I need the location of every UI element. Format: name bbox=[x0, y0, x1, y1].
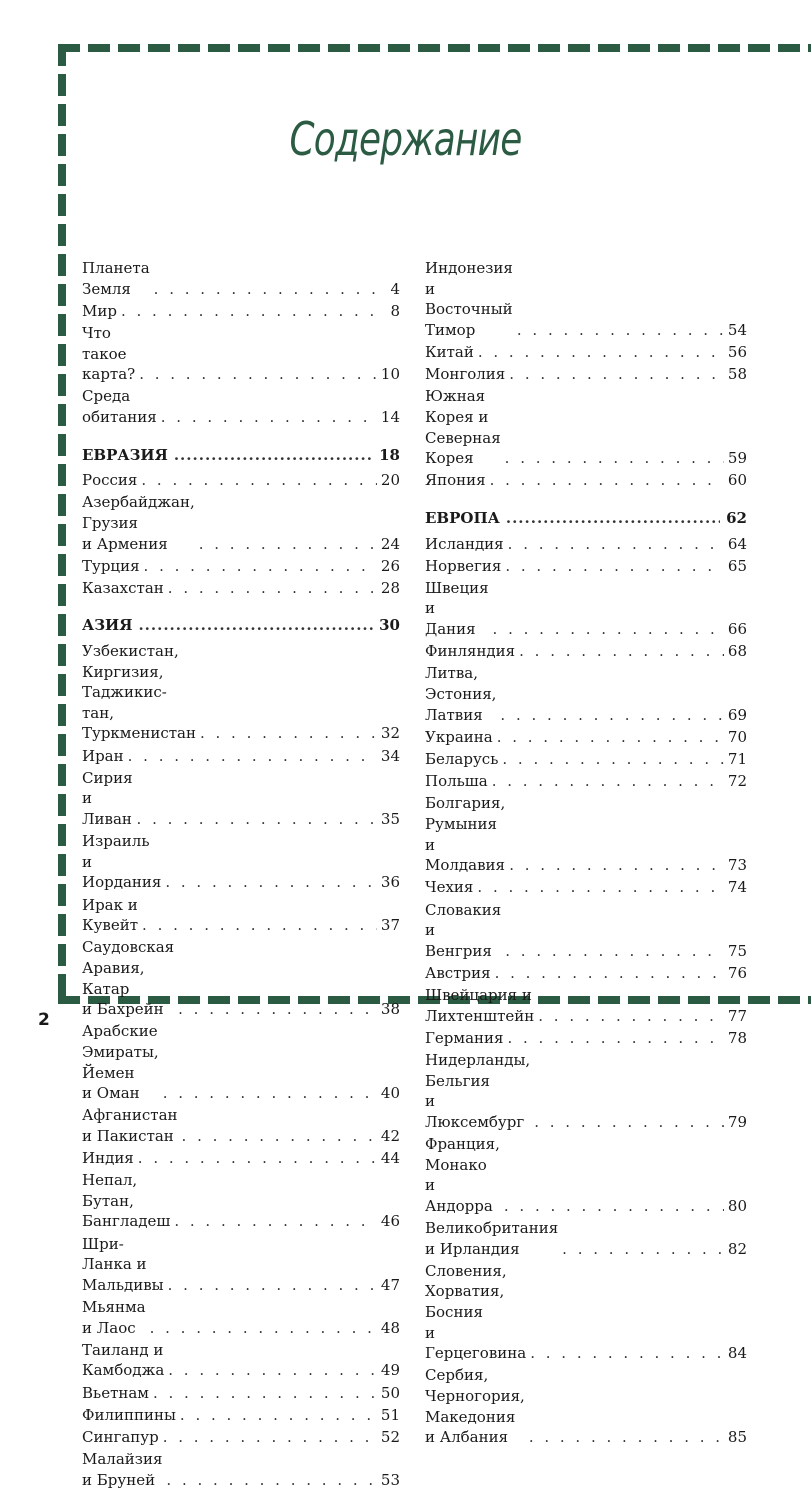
dot-leader bbox=[178, 999, 377, 1020]
toc-entry-title: Мир bbox=[82, 301, 117, 320]
toc-entry bbox=[425, 641, 747, 662]
toc-entry-page: 58 bbox=[727, 365, 747, 384]
dot-leader bbox=[128, 746, 377, 767]
page-title: Содержание bbox=[289, 112, 522, 166]
toc-entry-title: Великобритания и Ирландия bbox=[425, 1219, 559, 1258]
toc-entry bbox=[82, 323, 400, 385]
toc-entry-page: 71 bbox=[727, 750, 747, 768]
toc-entry bbox=[425, 342, 747, 363]
toc-entry bbox=[425, 534, 747, 555]
toc-entry-page: 44 bbox=[380, 1149, 400, 1168]
toc-entry bbox=[82, 1234, 400, 1296]
toc-entry bbox=[82, 470, 400, 491]
toc-entry-page: 38 bbox=[380, 1000, 400, 1019]
dot-leader bbox=[144, 556, 377, 577]
dot-leader bbox=[154, 279, 387, 300]
dot-leader bbox=[495, 963, 724, 984]
border-top bbox=[58, 44, 811, 52]
toc-entry-title: Сербия, Черногория, Македония и Албания bbox=[425, 1366, 525, 1447]
toc-entry-page: 30 bbox=[379, 616, 400, 635]
toc-entry-title: Норвегия bbox=[425, 556, 502, 575]
toc-entry bbox=[82, 831, 400, 893]
toc-entry-page: 51 bbox=[380, 1405, 400, 1424]
toc-entry-page: 56 bbox=[727, 342, 747, 361]
toc-entry-title: Сингапур bbox=[82, 1427, 159, 1446]
toc-entry-page: 10 bbox=[380, 365, 400, 384]
dot-leader bbox=[165, 872, 377, 893]
dot-leader bbox=[509, 855, 724, 876]
toc-entry-page: 28 bbox=[380, 578, 400, 597]
dot-leader bbox=[492, 771, 724, 792]
dot-leader bbox=[168, 1275, 377, 1296]
toc-entry bbox=[82, 895, 400, 936]
toc-entry-page: 68 bbox=[727, 642, 747, 661]
toc-entry-title: Непал, Бутан, Бангладеш bbox=[82, 1171, 171, 1231]
toc-entry bbox=[82, 746, 400, 767]
dot-leader bbox=[168, 1360, 377, 1381]
dot-leader bbox=[138, 1148, 377, 1169]
toc-entry-title: Болгария, Румыния и Молдавия bbox=[425, 794, 506, 875]
toc-entry-page: 46 bbox=[380, 1212, 400, 1231]
toc-entry bbox=[425, 963, 747, 984]
dot-leader bbox=[153, 1383, 377, 1404]
toc-entry-title: Финляндия bbox=[425, 642, 516, 661]
dot-leader bbox=[507, 1028, 723, 1049]
toc-entry-title: Монголия bbox=[425, 365, 506, 384]
toc-entry-page: 4 bbox=[390, 279, 400, 298]
toc-entry-page: 72 bbox=[727, 772, 747, 791]
dot-leader bbox=[121, 301, 386, 322]
toc-entry-title: Нидерланды, Бельгия и Люксембург bbox=[425, 1051, 531, 1131]
toc-entry bbox=[82, 641, 400, 744]
toc-entry bbox=[82, 1297, 400, 1338]
toc-entry bbox=[82, 578, 400, 599]
toc-entry-page: 49 bbox=[380, 1361, 400, 1380]
toc-entry-title: Филиппины bbox=[82, 1405, 176, 1424]
toc-entry-title: Сирия и Ливан bbox=[82, 768, 133, 828]
dot-leader bbox=[534, 1112, 724, 1133]
toc-entry bbox=[425, 900, 747, 962]
toc-entry-page: 76 bbox=[727, 963, 747, 982]
toc-entry bbox=[425, 1218, 747, 1259]
toc-entry-title: Узбекистан, Киргизия, Таджикис- тан, Туркменистан bbox=[82, 642, 196, 743]
toc-entry-page: 69 bbox=[727, 705, 747, 724]
toc-entry-title: Среда обитания bbox=[82, 387, 157, 426]
dot-leader bbox=[493, 619, 724, 640]
toc-entry-title: Словакия и Венгрия bbox=[425, 900, 502, 960]
toc-entry-page: 59 bbox=[727, 449, 747, 468]
toc-entry-title: Исландия bbox=[425, 534, 504, 553]
toc-entry-title: Азербайджан, Грузия и Армения bbox=[82, 493, 195, 553]
dot-leader bbox=[506, 508, 720, 529]
toc-entry-title: Россия bbox=[82, 471, 138, 490]
toc-entry-page: 26 bbox=[380, 556, 400, 575]
dot-leader bbox=[163, 1083, 377, 1104]
dot-leader bbox=[497, 727, 724, 748]
toc-entry bbox=[82, 258, 400, 299]
toc-right-column bbox=[425, 258, 747, 1449]
toc-entry bbox=[425, 663, 747, 725]
toc-entry-title: Вьетнам bbox=[82, 1383, 149, 1402]
toc-entry bbox=[82, 1148, 400, 1169]
toc-entry-title: Австрия bbox=[425, 963, 491, 982]
toc-entry bbox=[82, 492, 400, 554]
dot-leader bbox=[517, 320, 724, 341]
toc-entry bbox=[425, 1050, 747, 1132]
toc-entry-title: Израиль и Иордания bbox=[82, 832, 162, 892]
dot-leader bbox=[163, 1427, 377, 1448]
toc-entry-title: Чехия bbox=[425, 878, 474, 897]
toc-entry-page: 35 bbox=[380, 810, 400, 828]
dot-leader bbox=[477, 877, 724, 898]
toc-entry-page: 66 bbox=[727, 620, 747, 639]
toc-section-heading bbox=[82, 615, 400, 636]
dot-leader bbox=[538, 1006, 724, 1027]
toc-entry-title: Афганистан и Пакистан bbox=[82, 1106, 178, 1145]
toc-entry bbox=[82, 301, 400, 322]
toc-entry-title: Швеция и Дания bbox=[425, 578, 489, 639]
toc-entry-page: 75 bbox=[727, 941, 747, 960]
toc-section-heading bbox=[425, 508, 747, 529]
dot-leader bbox=[199, 534, 377, 555]
toc-entry-title: Франция, Монако и Андорра bbox=[425, 1135, 500, 1215]
toc-entry bbox=[425, 386, 747, 468]
toc-entry-page: 18 bbox=[379, 445, 400, 464]
toc-entry-page: 50 bbox=[380, 1383, 400, 1402]
toc-entry-title: Индонезия и Восточный Тимор bbox=[425, 259, 513, 339]
dot-leader bbox=[137, 809, 377, 830]
dot-leader bbox=[161, 407, 377, 428]
toc-entry-page: 36 bbox=[380, 873, 400, 892]
toc-entry bbox=[82, 1405, 400, 1426]
toc-entry bbox=[82, 1340, 400, 1381]
dot-leader bbox=[182, 1126, 377, 1147]
dot-leader bbox=[505, 556, 724, 577]
toc-entry-page: 47 bbox=[380, 1275, 400, 1294]
toc-entry bbox=[425, 364, 747, 385]
toc-entry bbox=[425, 1365, 747, 1447]
toc-entry bbox=[82, 1105, 400, 1146]
toc-entry bbox=[425, 771, 747, 792]
toc-entry bbox=[425, 1261, 747, 1364]
toc-entry bbox=[425, 749, 747, 770]
dot-leader bbox=[142, 915, 377, 936]
toc-entry-title: Таиланд и Камбоджа bbox=[82, 1340, 165, 1380]
toc-entry-title: ЕВРАЗИЯ bbox=[82, 445, 168, 464]
toc-entry bbox=[82, 386, 400, 427]
toc-entry-title: Япония bbox=[425, 471, 486, 490]
toc-entry-page: 73 bbox=[727, 856, 747, 875]
toc-entry-title: Иран bbox=[82, 746, 124, 765]
toc-entry-title: Мьянма и Лаос bbox=[82, 1298, 146, 1337]
toc-entry bbox=[425, 727, 747, 748]
toc-entry-page: 60 bbox=[727, 471, 747, 490]
toc-entry bbox=[425, 470, 747, 491]
dot-leader bbox=[174, 1211, 377, 1232]
dot-leader bbox=[138, 615, 373, 636]
dot-leader bbox=[529, 1427, 724, 1448]
dot-leader bbox=[168, 578, 377, 599]
toc-entry-title: Польша bbox=[425, 772, 488, 791]
toc-entry-page: 74 bbox=[727, 878, 747, 897]
dot-leader bbox=[509, 364, 724, 385]
toc-entry bbox=[425, 793, 747, 875]
toc-entry-title: Шри-Ланка и Мальдивы bbox=[82, 1234, 164, 1294]
toc-entry bbox=[425, 877, 747, 898]
toc-entry bbox=[425, 578, 747, 640]
toc-entry-page: 8 bbox=[390, 301, 400, 320]
toc-entry-page: 20 bbox=[380, 471, 400, 490]
toc-entry bbox=[82, 768, 400, 830]
toc-entry bbox=[425, 556, 747, 577]
dot-leader bbox=[505, 448, 724, 469]
dot-leader bbox=[200, 723, 377, 744]
toc-entry-page: 85 bbox=[727, 1428, 747, 1447]
dot-leader bbox=[508, 534, 724, 555]
page-number: 2 bbox=[38, 1010, 50, 1030]
dot-leader bbox=[139, 364, 377, 385]
toc-entry-title: Малайзия и Бруней bbox=[82, 1450, 163, 1489]
toc-entry-title: АЗИЯ bbox=[82, 616, 133, 635]
toc-entry bbox=[82, 1427, 400, 1448]
toc-entry-title: Швейцария и Лихтенштейн bbox=[425, 986, 535, 1025]
toc-entry-title: Индия bbox=[82, 1149, 134, 1168]
toc-entry-page: 37 bbox=[380, 916, 400, 935]
toc-entry-title: Казахстан bbox=[82, 578, 164, 597]
dot-leader bbox=[141, 470, 377, 491]
toc-entry-page: 40 bbox=[380, 1084, 400, 1103]
toc-entry-page: 54 bbox=[727, 320, 747, 339]
toc-entry-title: Южная Корея и Северная Корея bbox=[425, 387, 501, 468]
dot-leader bbox=[502, 749, 724, 770]
toc-entry-page: 52 bbox=[380, 1427, 400, 1446]
toc-entry-title: Беларусь bbox=[425, 750, 499, 768]
toc-entry bbox=[425, 258, 747, 340]
toc-entry-page: 42 bbox=[380, 1126, 400, 1145]
toc-entry-title: Китай bbox=[425, 342, 474, 361]
toc-entry-page: 24 bbox=[380, 534, 400, 553]
toc-left-column bbox=[82, 258, 400, 1492]
dot-leader bbox=[478, 342, 724, 363]
toc-entry-title: Украина bbox=[425, 727, 493, 746]
toc-entry bbox=[425, 1028, 747, 1049]
toc-entry-page: 65 bbox=[727, 556, 747, 575]
toc-entry bbox=[425, 1134, 747, 1216]
toc-entry-page: 79 bbox=[727, 1112, 747, 1131]
toc-entry bbox=[82, 937, 400, 1019]
toc-entry-page: 14 bbox=[380, 407, 400, 426]
toc-entry bbox=[82, 1449, 400, 1490]
dot-leader bbox=[180, 1405, 377, 1426]
toc-entry bbox=[82, 1021, 400, 1103]
toc-entry-page: 64 bbox=[727, 534, 747, 553]
toc-entry bbox=[82, 1170, 400, 1232]
toc-entry-title: Словения, Хорватия, Босния и Герцеговина bbox=[425, 1261, 527, 1363]
toc-entry-title: Что такое карта? bbox=[82, 323, 136, 384]
toc-entry-title: Литва, Эстония, Латвия bbox=[425, 664, 497, 724]
border-left bbox=[58, 44, 66, 1004]
toc-entry-page: 84 bbox=[727, 1344, 747, 1363]
toc-entry-page: 32 bbox=[380, 724, 400, 743]
toc-entry-page: 34 bbox=[380, 746, 400, 765]
dot-leader bbox=[490, 470, 724, 491]
dot-leader bbox=[505, 941, 724, 962]
toc-entry-title: Турция bbox=[82, 556, 140, 575]
dot-leader bbox=[504, 1196, 724, 1217]
dot-leader bbox=[166, 1470, 376, 1491]
toc-entry-title: Саудовская Аравия, Катар и Бахрейн bbox=[82, 938, 175, 1019]
toc-entry-title: Арабские Эмираты, Йемен и Оман bbox=[82, 1022, 159, 1103]
dot-leader bbox=[150, 1318, 377, 1339]
toc-entry bbox=[82, 556, 400, 577]
toc-entry-title: Германия bbox=[425, 1028, 504, 1047]
dot-leader bbox=[174, 445, 373, 466]
dot-leader bbox=[500, 705, 723, 726]
toc-entry-title: ЕВРОПА bbox=[425, 508, 500, 527]
toc-entry-page: 53 bbox=[380, 1470, 400, 1489]
toc-entry bbox=[82, 1383, 400, 1404]
toc-entry-page: 77 bbox=[727, 1006, 747, 1025]
toc-entry-page: 62 bbox=[726, 508, 747, 527]
toc-entry-title: Планета Земля bbox=[82, 259, 150, 298]
toc-entry-page: 82 bbox=[727, 1239, 747, 1258]
dot-leader bbox=[519, 641, 724, 662]
toc-entry-page: 70 bbox=[727, 727, 747, 746]
toc-section-heading bbox=[82, 445, 400, 466]
toc-entry-page: 78 bbox=[727, 1028, 747, 1047]
toc-entry-page: 80 bbox=[727, 1196, 747, 1215]
dot-leader bbox=[530, 1343, 724, 1364]
toc-entry-page: 48 bbox=[380, 1318, 400, 1337]
toc-entry bbox=[425, 985, 747, 1026]
dot-leader bbox=[562, 1239, 724, 1260]
toc-entry-title: Ирак и Кувейт bbox=[82, 895, 139, 935]
